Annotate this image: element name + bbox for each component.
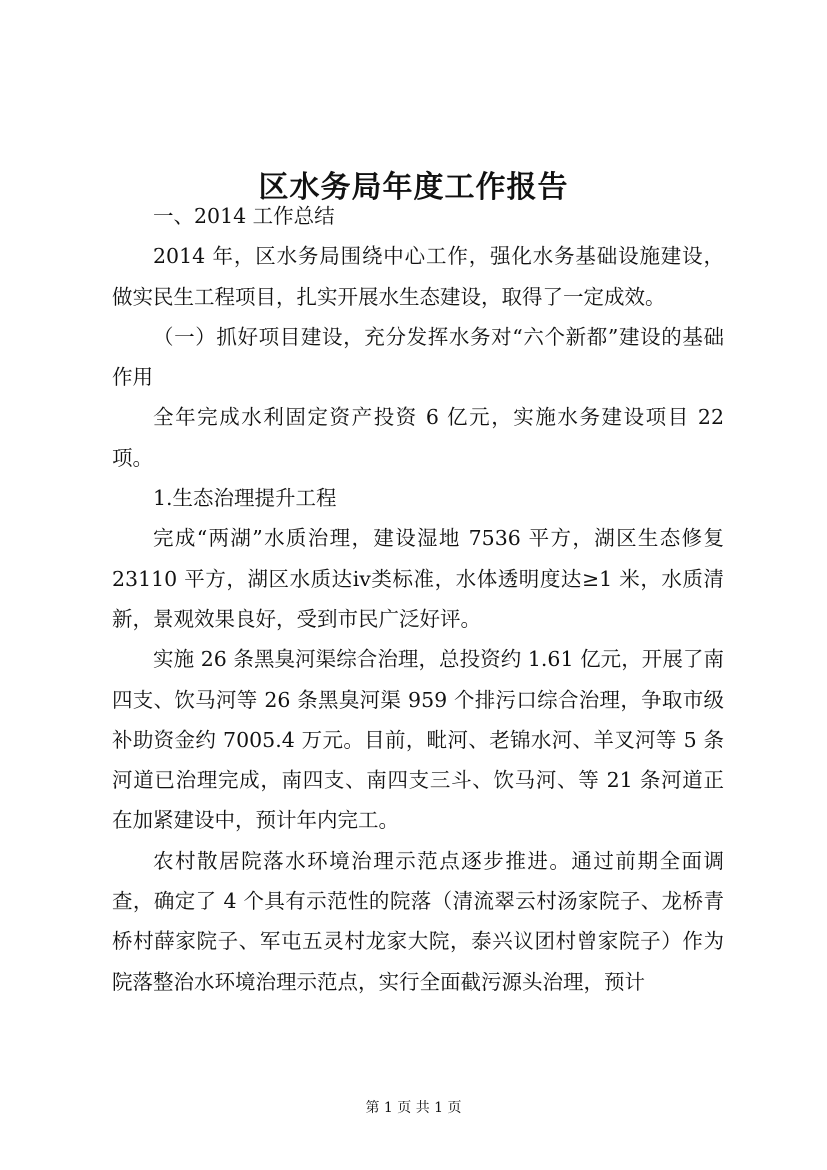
paragraph-river-treatment: 实施 26 条黑臭河渠综合治理，总投资约 1.61 亿元，开展了南四支、饮马河等 26 条黑臭河渠 959 个排污口综合治理，争取市级补助资金约 7005.4 万元。目前，毗河、老锦水河、羊叉河等 5 条河道已治理完成，南四支、南四支三斗、饮马河、等 21 条河道正在加紧建设中，预计年内完工。 (112, 647, 724, 833)
paragraph-lake-treatment: 完成“两湖”水质治理，建设湿地 7536 平方，湖区生态修复 23110 平方，湖区水质达ⅳ类标准，水体透明度达≥1 米，水质清新，景观效果良好，受到市民广泛好评。 (112, 526, 724, 631)
section-heading-1: 一、2014 工作总结 (153, 204, 335, 228)
paragraph-summary: 2014 年，区水务局围绕中心工作，强化水务基础设施建设，做实民生工程项目，扎实开展水生态建设，取得了一定成效。 (112, 244, 724, 309)
page-footer: 第 1 页 共 1 页 (365, 1100, 462, 1116)
paragraph-rural-demo: 农村散居院落水环境治理示范点逐步推进。通过前期全面调查，确定了 4 个具有示范性的院落（清流翠云村汤家院子、龙桥青桥村薛家院子、军屯五灵村龙家大院，泰兴议团村曾家院子）作为院落整治水环境治理示范点，实行全面截污源头治理，预计 (112, 848, 724, 994)
subsection-heading-1: （一）抓好项目建设，充分发挥水务对“六个新都”建设的基础作用 (112, 324, 724, 390)
document-title: 区水务局年度工作报告 (258, 170, 569, 206)
item-heading-1: 1.生态治理提升工程 (153, 486, 337, 511)
paragraph-investment: 全年完成水利固定资产投资 6 亿元，实施水务建设项目 22 项。 (112, 405, 724, 470)
document-body (112, 196, 724, 1002)
